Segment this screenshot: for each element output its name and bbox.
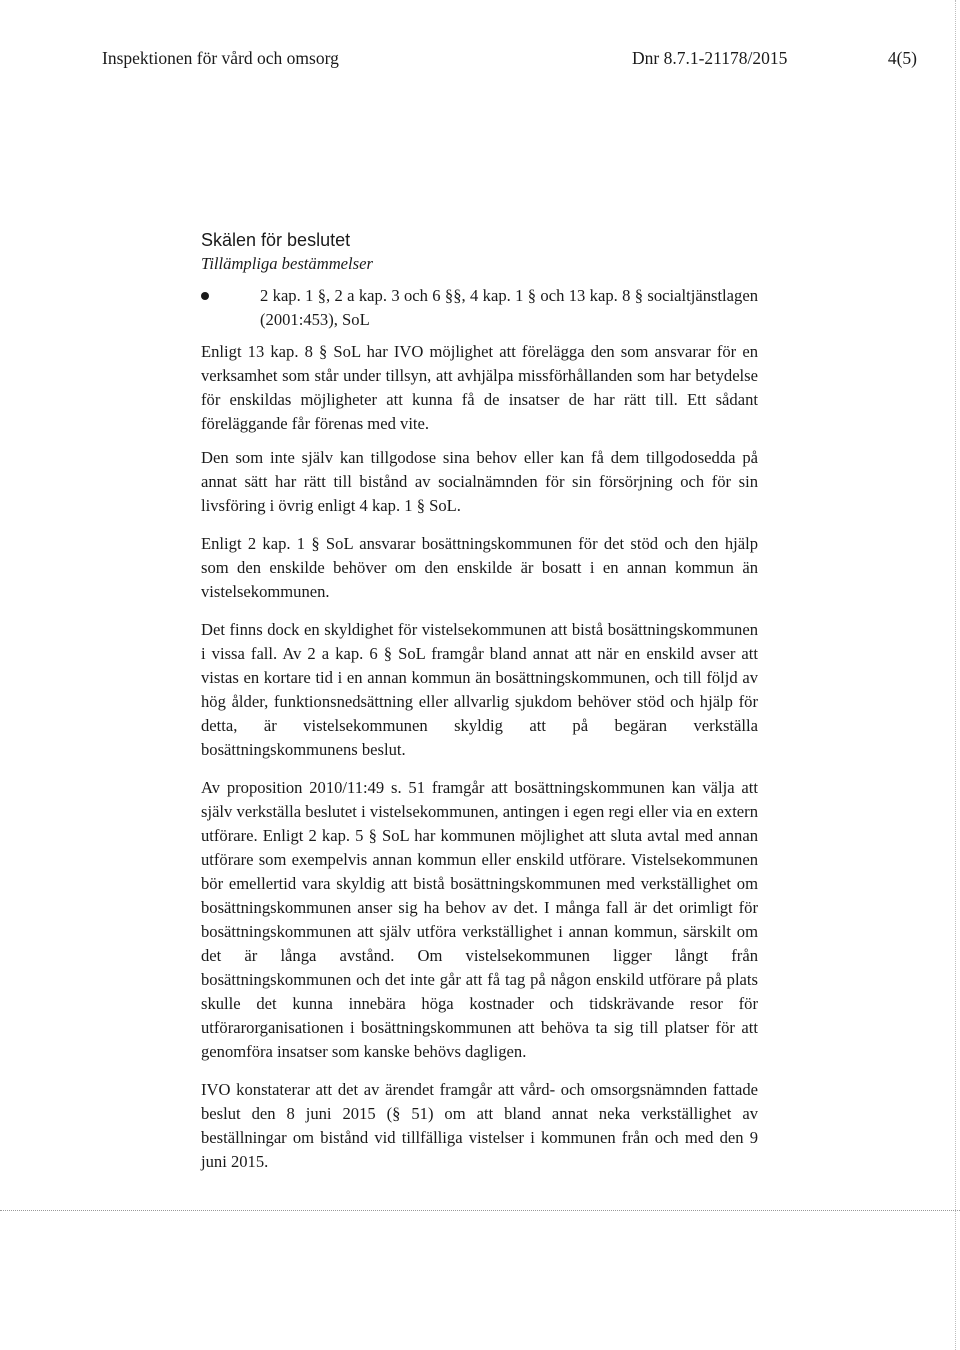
document-body [201, 228, 758, 1188]
paragraph: Det finns dock en skyldighet för vistelsekommunen att bistå bosättningskommunen i vissa fall. Av 2 a kap. 6 § SoL framgår bland annat att när en enskild avser att vistas en kortare tid i en annan kommun än bosättningskommunen, och till följd av hög ålder, funktionsnedsättning eller allvarlig sjukdom behöver stöd och hjälp för detta, är vistelsekommunen skyldig att på begäran verkställa bosättningskommunens beslut. [201, 620, 758, 759]
document-number: Dnr 8.7.1-21178/2015 [632, 48, 788, 68]
provisions-list [201, 284, 758, 332]
section-title: Skälen för beslutet [201, 230, 351, 250]
section-subtitle: Tillämpliga bestämmelser [201, 254, 373, 273]
scan-artifact-line [0, 1210, 960, 1211]
page-number: 4(5) [887, 48, 917, 68]
bullet-icon [201, 292, 209, 300]
paragraph: Den som inte själv kan tillgodose sina behov eller kan få dem tillgodosedda på annat sätt har rätt till bistånd av socialnämnden för sin försörjning och för sin livsföring i övrig enligt 4 kap. 1 § SoL. [201, 448, 758, 515]
paragraph: Av proposition 2010/11:49 s. 51 framgår att bosättningskommunen kan välja att själv verkställa beslutet i vistelsekommunen, antingen i egen regi eller via en extern utförare. Enligt 2 kap. 5 § SoL har kommunen möjlighet att sluta avtal med annan utförare som exempelvis annan kommun eller enskild utförare. Vistelsekommunen bör emellertid vara skyldig att bistå bosättningskommunen med verkställighet om bosättningskommunen anser sig ha behov av det. I många fall är det orimligt för bosättningskommunen att själv utföra verkställighet i annan kommun, särskilt om det är långa avstånd. Om vistelsekommunen ligger långt från bosättningskommunen och det inte går att få tag på någon enskild utförare på plats skulle det kunna innebära höga kostnader och tidskrävande resor för utförarorganisationen i bosättningskommunen att behöva ta sig till platser för att genomföra insatser som kanske behövs dagligen. [201, 778, 758, 1061]
list-item-text: 2 kap. 1 §, 2 a kap. 3 och 6 §§, 4 kap. 1 § och 13 kap. 8 § socialtjänstlagen (2001:453), SoL [260, 286, 758, 329]
page-header [102, 45, 917, 71]
list-item [201, 284, 758, 332]
organization-name: Inspektionen för vård och omsorg [102, 48, 339, 68]
scan-edge-line [955, 0, 956, 1350]
paragraph: Enligt 13 kap. 8 § SoL har IVO möjlighet att förelägga den som ansvarar för en verksamhet som står under tillsyn, att avhjälpa missförhållanden som har betydelse för enskildas möjligheter att kunna få de insatser de har rätt till. Ett sådant föreläggande får förenas med vite. [201, 342, 758, 433]
paragraph: IVO konstaterar att det av ärendet framgår att vård- och omsorgsnämnden fattade beslut den 8 juni 2015 (§ 51) om att bland annat neka verkställighet av beställningar om bistånd vid tillfälliga vistelser i kommunen från och med den 9 juni 2015. [201, 1080, 758, 1171]
paragraph: Enligt 2 kap. 1 § SoL ansvarar bosättningskommunen för det stöd och den hjälp som den enskilde behöver om den enskilde är bosatt i en annan kommun än vistelsekommunen. [201, 534, 758, 601]
